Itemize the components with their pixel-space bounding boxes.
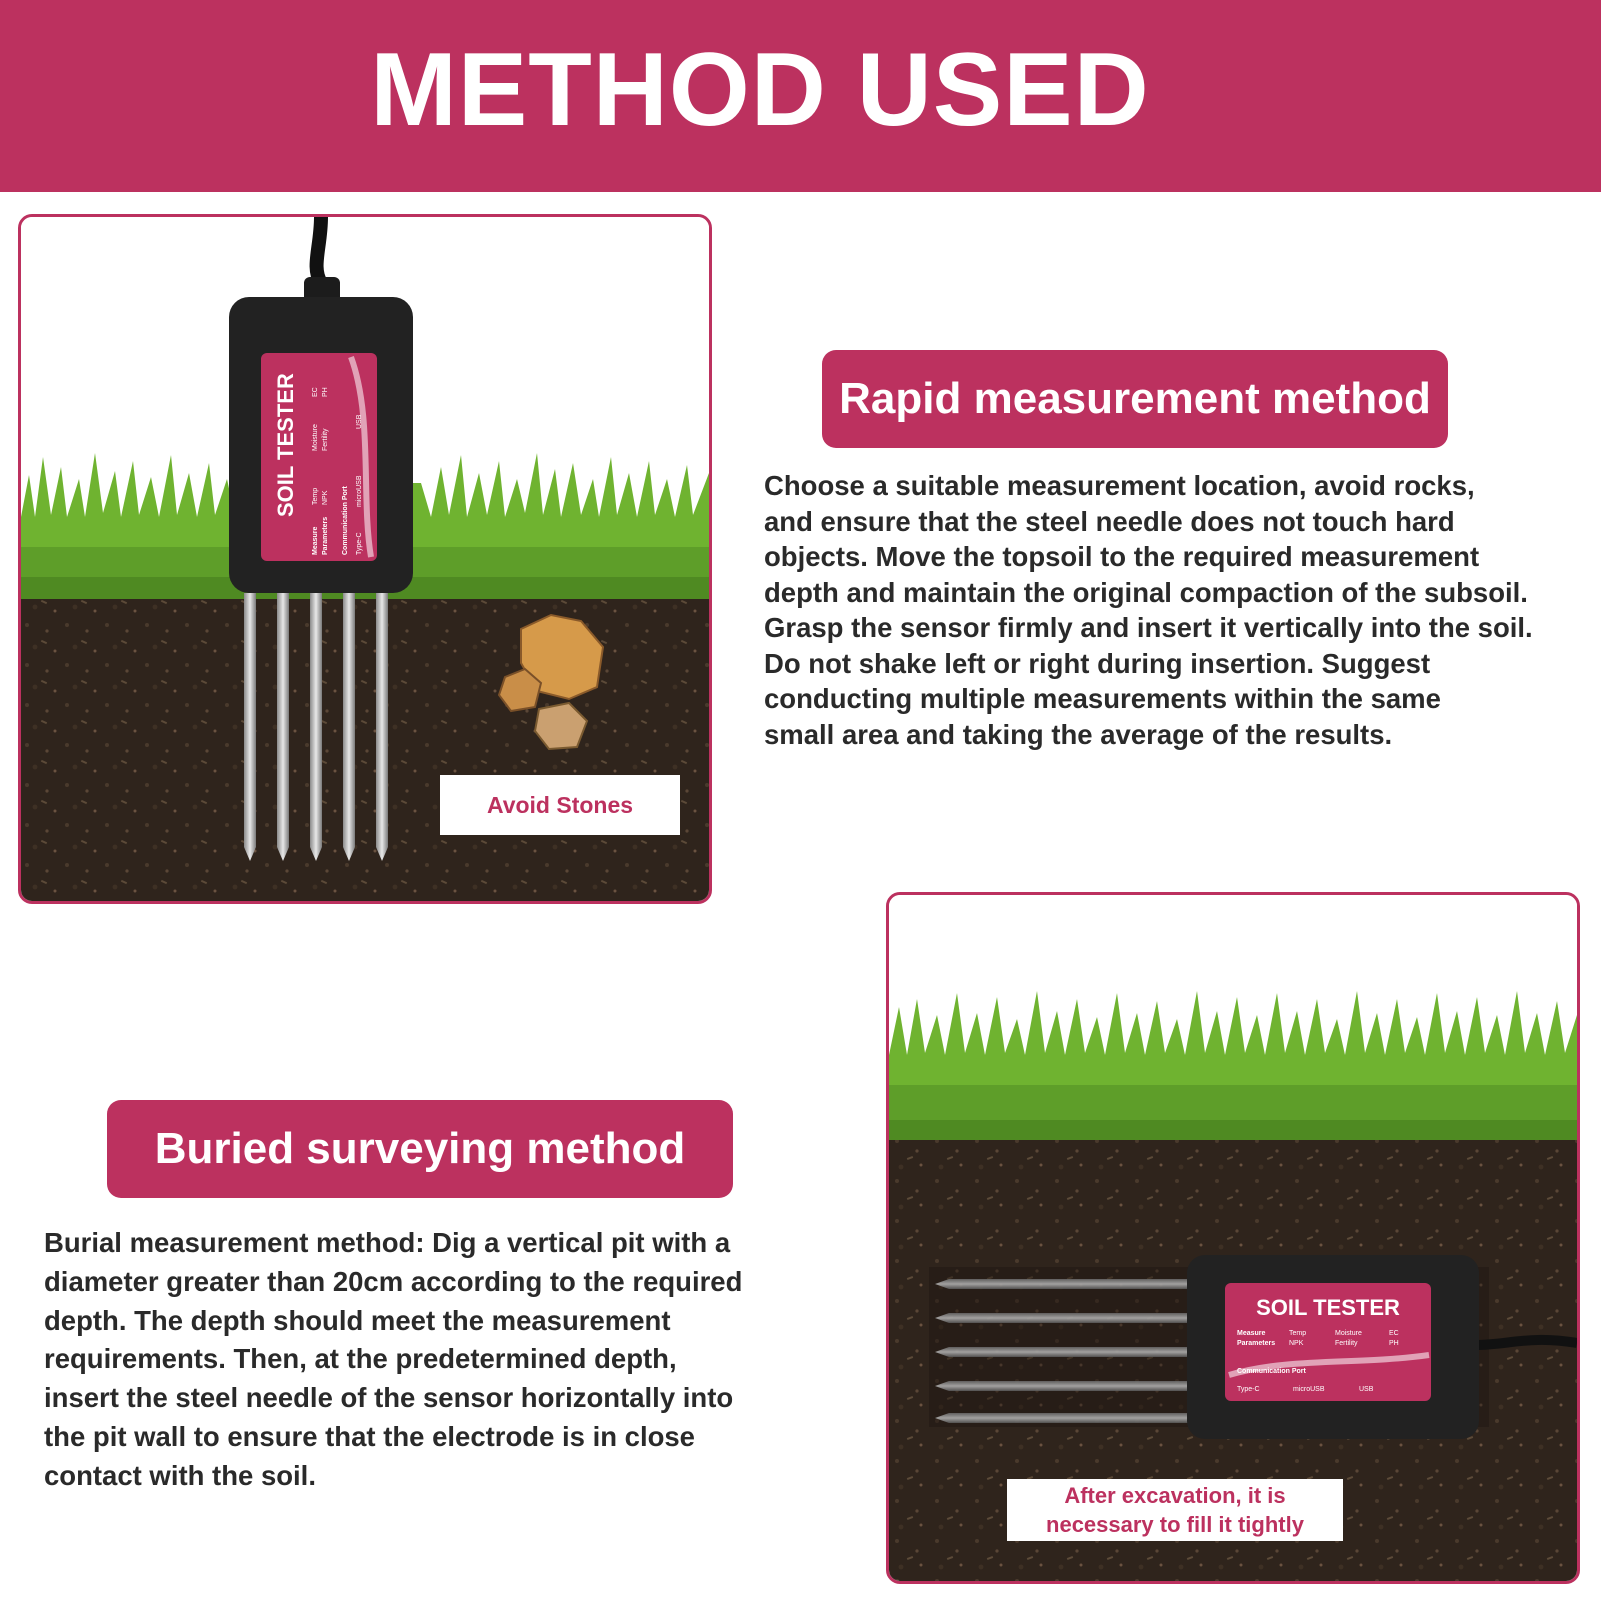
cable [1475,1340,1577,1345]
device-port-microusb: microUSB [356,475,363,507]
device-param-npk: NPK [322,490,329,505]
device-parameters-label: Parameters [1237,1340,1276,1347]
device-brand-label: SOIL TESTER [273,373,298,517]
fill-tightly-callout: After excavation, it is necessary to fill it tightly [1007,1479,1343,1541]
device-measure-label: Measure [312,526,319,555]
device-param-temp: Temp [312,487,319,505]
device-param-temp: Temp [1289,1330,1307,1337]
device-comm-label: Communication Port [1237,1368,1306,1375]
buried-method-description: Burial measurement method: Dig a vertical pit with a diameter greater than 20cm according to the required depth. The depth should meet the measurement requirements. Then, at the predetermined depth, insert the steel needle of the sensor horizontally into the pit wall to ensure that the electrode is in close contact with the soil. [44,1227,743,1491]
device-param-fertility: Fertility [322,428,329,451]
cable [317,217,321,283]
soil-tester-device [229,297,413,593]
header-banner [0,0,1601,192]
device-port-microusb: microUSB [1293,1386,1325,1393]
buried-method-heading: Buried surveying method [107,1100,733,1198]
rapid-method-heading: Rapid measurement method [822,350,1448,448]
device-port-usb: USB [356,414,363,429]
device-port-typec: Type-C [1237,1386,1260,1393]
device-brand-label: SOIL TESTER [1256,1295,1400,1320]
device-comm-label: Communication Port [342,486,349,555]
page-title: METHOD USED [370,32,1150,148]
device-param-moisture: Moisture [1335,1330,1362,1337]
device-param-ec: EC [1389,1330,1399,1337]
device-parameters-label: Parameters [322,516,329,555]
device-param-npk: NPK [1289,1340,1304,1347]
device-param-ph: PH [322,387,329,397]
rapid-method-description: Choose a suitable measurement location, avoid rocks, and ensure that the steel needle does not touch hard objects. Move the topsoil to the required measurement depth and maintain the original compaction of the subsoil. Grasp the sensor firmly and insert it vertically into the soil. Do not shake left or right during insertion. Suggest conducting multiple measurements within the same small area and taking the average of the results. [764,470,1533,750]
soil-layer [21,589,709,901]
device-param-fertility: Fertility [1335,1340,1358,1347]
device-measure-label: Measure [1237,1330,1266,1337]
device-param-moisture: Moisture [312,424,319,451]
device-param-ph: PH [1389,1340,1399,1347]
soil-tester-device-horizontal [1187,1255,1479,1439]
device-port-usb: USB [1359,1386,1374,1393]
device-param-ec: EC [312,387,319,397]
device-port-typec: Type-C [356,532,363,555]
avoid-stones-callout: Avoid Stones [440,775,680,835]
